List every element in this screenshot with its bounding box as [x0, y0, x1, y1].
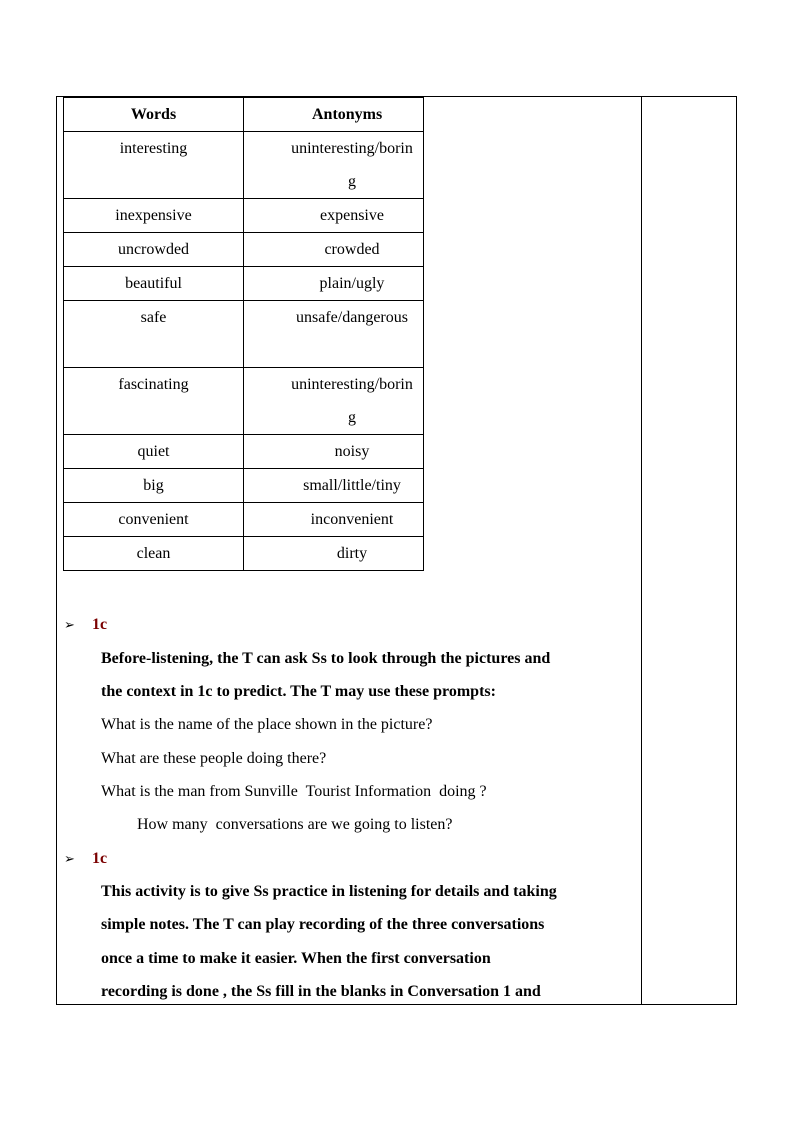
section-2-line: This activity is to give Ss practice in listening for details and taking	[101, 883, 557, 900]
arrow-bullet-icon: ➢	[64, 618, 75, 633]
header-antonyms: Antonyms	[244, 98, 424, 132]
word-cell: inexpensive	[64, 199, 244, 233]
section-2-line: recording is done , the Ss fill in the blanks in Conversation 1 and	[101, 983, 541, 1000]
word-cell: beautiful	[64, 267, 244, 301]
word-cell: big	[64, 469, 244, 503]
table-row	[64, 132, 424, 199]
word-cell: interesting	[64, 132, 244, 199]
table-row	[64, 537, 424, 571]
table-header-row	[64, 98, 424, 132]
word-cell: clean	[64, 537, 244, 571]
antonym-cell: small/little/tiny	[244, 469, 424, 503]
antonym-cell: unsafe/dangerous	[244, 301, 424, 368]
table-row	[64, 368, 424, 435]
word-cell: safe	[64, 301, 244, 368]
antonym-cell: dirty	[244, 537, 424, 571]
section-2-heading	[64, 849, 108, 870]
word-cell: quiet	[64, 435, 244, 469]
arrow-bullet-icon: ➢	[64, 852, 75, 867]
section-1-line: How many conversations are we going to listen?	[137, 816, 453, 833]
antonym-cell: uninteresting/boring	[244, 368, 424, 435]
section-1-line: Before-listening, the T can ask Ss to look through the pictures and	[101, 650, 551, 667]
antonym-cell: noisy	[244, 435, 424, 469]
column-divider	[641, 96, 642, 1005]
section-tag: 1c	[92, 616, 108, 633]
antonym-cell: expensive	[244, 199, 424, 233]
table-row	[64, 469, 424, 503]
antonym-cell: plain/ugly	[244, 267, 424, 301]
section-2-line: simple notes. The T can play recording of the three conversations	[101, 916, 545, 933]
section-1-heading	[64, 615, 108, 636]
section-2-line: once a time to make it easier. When the first conversation	[101, 950, 491, 967]
table-row	[64, 233, 424, 267]
word-cell: uncrowded	[64, 233, 244, 267]
section-tag: 1c	[92, 850, 108, 867]
table-row	[64, 435, 424, 469]
word-cell: fascinating	[64, 368, 244, 435]
section-1-line: What is the man from Sunville Tourist Information doing ?	[101, 783, 487, 800]
antonym-cell: inconvenient	[244, 503, 424, 537]
table-row	[64, 503, 424, 537]
table-row	[64, 199, 424, 233]
word-cell: convenient	[64, 503, 244, 537]
section-1-line: the context in 1c to predict. The T may use these prompts:	[101, 683, 496, 700]
antonym-cell: crowded	[244, 233, 424, 267]
antonym-cell: uninteresting/boring	[244, 132, 424, 199]
table-row	[64, 301, 424, 368]
table-row	[64, 267, 424, 301]
section-1-line: What are these people doing there?	[101, 750, 327, 767]
section-1-line: What is the name of the place shown in the picture?	[101, 716, 433, 733]
header-words: Words	[64, 98, 244, 132]
antonyms-table	[63, 97, 424, 571]
